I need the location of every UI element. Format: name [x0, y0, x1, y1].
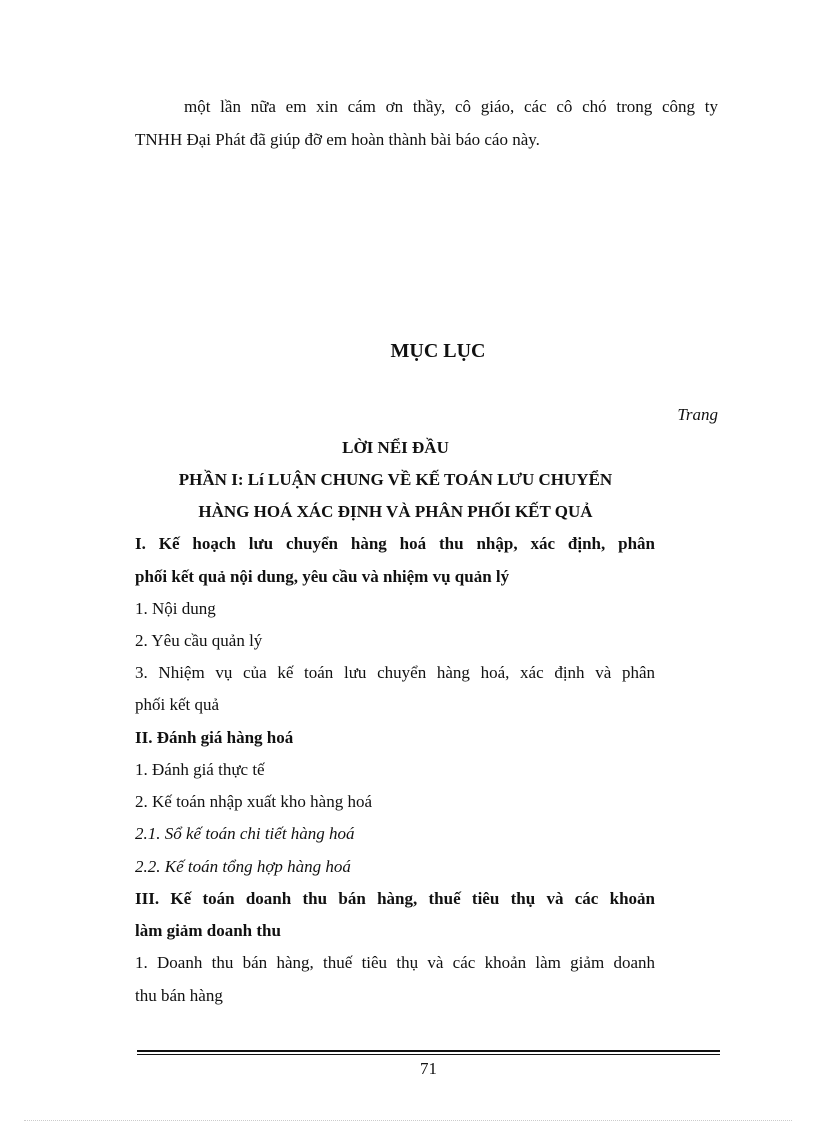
toc-item-2-2-2: 2.2. Kế toán tổng hợp hàng hoá	[135, 857, 351, 876]
toc-part1-line-2: HÀNG HOÁ XÁC ĐỊNH VÀ PHÂN PHỐI KẾT QUẢ	[198, 502, 593, 521]
toc-item-2-1: 1. Đánh giá thực tế	[135, 760, 265, 779]
toc-item-1-1: 1. Nội dung	[135, 599, 216, 618]
toc-item-3-1-line-1: 1. Doanh thu bán hàng, thuế tiêu thụ và các khoản làm giảm doanh	[135, 953, 655, 972]
intro-line-1: một lần nữa em xin cám ơn thầy, cô giáo, các cô chó trong công ty	[184, 97, 718, 116]
toc-page-column-label: Trang	[677, 405, 718, 424]
toc-item-1-3-line-2: phối kết quả	[135, 695, 220, 714]
toc-section1-line-1: I. Kế hoạch lưu chuyển hàng hoá thu nhập, xác định, phân	[135, 534, 655, 553]
page-number: 71	[420, 1059, 437, 1078]
toc-item-1-3-line-1: 3. Nhiệm vụ của kế toán lưu chuyển hàng hoá, xác định và phân	[135, 663, 655, 682]
toc-part1-line-1: PHẦN I: Lí LUẬN CHUNG VỀ KẾ TOÁN LƯU CHUYỂN	[178, 470, 613, 489]
toc-section3-line-1: III. Kế toán doanh thu bán hàng, thuế tiêu thụ và các khoản	[135, 889, 655, 908]
footer-rule-thick	[137, 1050, 720, 1052]
toc-title: MỤC LỤC	[390, 340, 486, 362]
page-edge-divider	[24, 1120, 792, 1121]
toc-item-2-2-1: 2.1. Sổ kế toán chi tiết hàng hoá	[135, 824, 355, 843]
toc-section2: II. Đánh giá hàng hoá	[135, 728, 294, 747]
footer-rule-thin	[137, 1054, 720, 1055]
toc-item-2-2: 2. Kế toán nhập xuất kho hàng hoá	[135, 792, 372, 811]
toc-section1-line-2: phối kết quả nội dung, yêu cầu và nhiệm vụ quản lý	[135, 567, 510, 586]
intro-line-2: TNHH Đại Phát đã giúp đỡ em hoàn thành bài báo cáo này.	[135, 130, 540, 149]
toc-item-3-1-line-2: thu bán hàng	[135, 986, 223, 1005]
toc-preface: LỜI NỂI ĐẦU	[342, 438, 449, 457]
toc-item-1-2: 2. Yêu cầu quản lý	[135, 631, 263, 650]
toc-section3-line-2: làm giảm doanh thu	[135, 921, 281, 940]
